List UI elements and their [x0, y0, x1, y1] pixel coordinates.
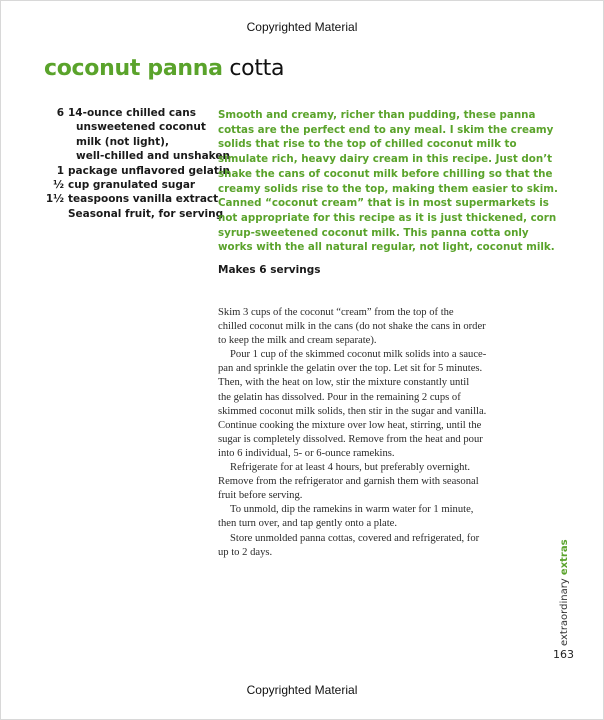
running-head-light: extraordinary	[559, 575, 570, 646]
method-line: Then, with the heat on low, stir the mixture constantly until	[218, 377, 470, 389]
method-line: fruit before serving.	[218, 490, 303, 502]
running-head-bold: extras	[559, 539, 570, 576]
intro-line: Canned “coconut cream” that is in most supermarkets is	[218, 197, 549, 210]
ingredient-item	[44, 192, 219, 206]
method-line: Pour 1 cup of the skimmed coconut milk solids into a sauce-	[230, 349, 487, 361]
method-line: sugar is completely dissolved. Remove from the heat and pour	[218, 433, 483, 445]
method-line: To unmold, dip the ramekins in warm water for 1 minute,	[230, 504, 474, 516]
ingredient-quantity: 6	[56, 107, 64, 119]
method-line: pan and sprinkle the gelatin over the top. Let sit for 5 minutes.	[218, 363, 483, 375]
recipe-title	[44, 56, 284, 81]
method-line: Continue cooking the mixture over low heat, stirring, until the	[218, 419, 482, 431]
method-line: up to 2 days.	[218, 546, 273, 558]
page-number: 163	[553, 648, 574, 661]
ingredient-text: 14-ounce chilled cans	[68, 107, 196, 119]
intro-line: solids that rise to the top of chilled coconut milk to	[218, 138, 517, 151]
ingredient-list	[44, 106, 230, 221]
intro-line: syrup-sweetened coconut milk. This panna cotta only	[218, 226, 529, 239]
intro-line: not appropriate for this recipe as it is just thickened, corn	[218, 211, 557, 224]
ingredient-quantity	[44, 207, 68, 221]
method-line: Store unmolded panna cottas, covered and refrigerated, for	[230, 532, 480, 544]
ingredient-text: Seasonal fruit, for serving	[68, 207, 224, 220]
method-line: Refrigerate for at least 4 hours, but preferably overnight.	[230, 462, 471, 474]
method-line: Skim 3 cups of the coconut “cream” from the top of the	[218, 307, 454, 318]
running-head	[558, 538, 572, 646]
method-line: Remove from the refrigerator and garnish them with seasonal	[218, 476, 479, 488]
recipe-title-bold: coconut panna	[44, 56, 223, 81]
method-line: to keep the milk and cream separate).	[218, 335, 377, 347]
recipe-method	[218, 306, 518, 560]
ingredient-quantity: 1½	[45, 193, 64, 206]
method-line: then turn over, and tap gently onto a plate.	[218, 518, 398, 530]
ingredient-quantity: 1	[56, 164, 64, 177]
ingredient-text: teaspoons vanilla extract	[68, 193, 219, 206]
ingredient-text: milk (not light),	[76, 135, 169, 148]
recipe-intro	[218, 108, 558, 255]
recipe-title-light: cotta	[222, 56, 285, 81]
intro-line: simulate rich, heavy dairy cream in this recipe. Just don’t	[218, 153, 553, 166]
ingredient-text: package unflavored gelatin	[68, 164, 230, 177]
intro-line: Smooth and creamy, richer than pudding, these panna	[218, 109, 536, 121]
method-line: the gelatin has dissolved. Pour in the remaining 2 cups of	[218, 391, 461, 403]
servings-label: Makes 6 servings	[218, 264, 321, 276]
intro-line: creamy solids rise to the top, making them easier to skim.	[218, 182, 558, 195]
copyright-footer: Copyrighted Material	[246, 683, 358, 697]
ingredient-text: unsweetened coconut	[76, 121, 206, 134]
intro-line: works with the all natural regular, not light, coconut milk.	[218, 241, 555, 254]
method-line: into 6 individual, 5- or 6-ounce ramekins.	[218, 447, 395, 459]
ingredient-item	[44, 106, 230, 164]
intro-line: cottas are the perfect end to any meal. I skim the creamy	[218, 123, 554, 136]
method-line: skimmed coconut milk solids, then stir in the sugar and vanilla.	[218, 405, 487, 417]
method-line: chilled coconut milk in the cans (do not shake the cans in order	[218, 321, 486, 333]
intro-line: shake the cans of coconut milk before chilling so that the	[218, 167, 553, 180]
ingredient-item	[44, 178, 209, 192]
ingredient-quantity: ½	[53, 179, 64, 192]
copyright-header: Copyrighted Material	[246, 20, 358, 34]
ingredient-item	[44, 207, 224, 221]
ingredient-text: cup granulated sugar	[68, 179, 196, 192]
ingredient-item	[44, 164, 230, 178]
ingredient-text: well-chilled and unshaken	[76, 150, 230, 163]
